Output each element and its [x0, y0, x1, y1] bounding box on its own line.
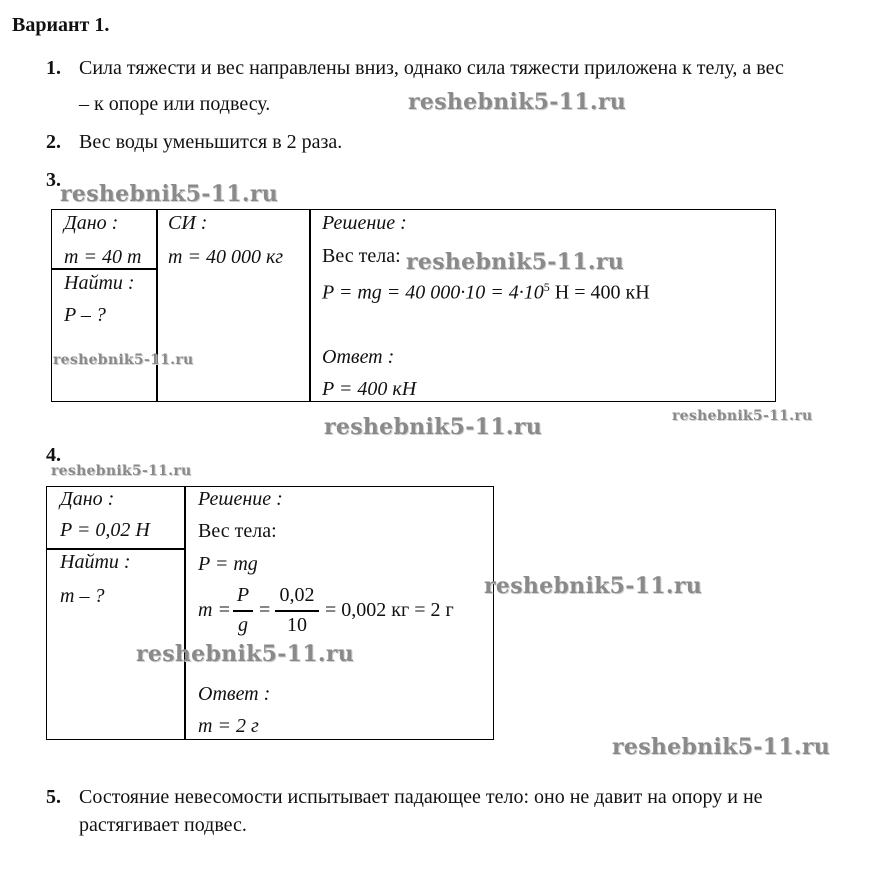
q3-si-value: m = 40 000 кг	[168, 246, 284, 268]
watermark: reshebnik5-11.ru	[324, 414, 543, 440]
q3-formula-exp: 5	[543, 280, 550, 294]
q3-given-label: Дано :	[64, 212, 119, 234]
q3-given-value: m = 40 т	[64, 246, 142, 268]
q4-given-value: P = 0,02 Н	[60, 519, 150, 541]
q4-answer-value: m = 2 г	[198, 715, 259, 737]
variant-title: Вариант 1.	[12, 14, 110, 36]
q5-line2: растягивает подвес.	[79, 814, 247, 836]
watermark: reshebnik5-11.ru	[408, 89, 627, 115]
q1-line1: Сила тяжести и вес направлены вниз, однако сила тяжести приложена к телу, а вес	[79, 57, 784, 79]
watermark: reshebnik5-11.ru	[612, 734, 831, 760]
q3-find-value: P – ?	[64, 304, 106, 326]
q3-number: 3.	[46, 169, 61, 191]
q4-answer-label: Ответ :	[198, 683, 271, 705]
q3-table	[51, 209, 776, 402]
q2-number: 2.	[46, 131, 61, 153]
q3-solution-line1: Вес тела:	[322, 245, 401, 267]
watermark: reshebnik5-11.ru	[672, 408, 813, 424]
watermark: reshebnik5-11.ru	[406, 249, 625, 275]
watermark: reshebnik5-11.ru	[53, 352, 194, 368]
watermark: reshebnik5-11.ru	[484, 573, 703, 599]
q4-formula-lhs: m =	[198, 599, 231, 621]
q2-text: Вес воды уменьшится в 2 раза.	[79, 131, 343, 153]
q4-number: 4.	[46, 444, 61, 466]
watermark: reshebnik5-11.ru	[60, 181, 279, 207]
q3-find-label: Найти :	[64, 272, 135, 294]
q4-solution-line2: P = mg	[198, 553, 258, 575]
q4-frac1-den: g	[238, 614, 248, 636]
q4-frac2-den: 10	[287, 614, 307, 636]
q4-find-value: m – ?	[60, 585, 105, 607]
q4-formula-rhs: = 0,002 кг = 2 г	[325, 599, 454, 621]
q4-given-label: Дано :	[60, 488, 115, 510]
q4-formula-eq: =	[259, 599, 271, 621]
q1-line2: – к опоре или подвесу.	[79, 93, 271, 115]
q3-solution-formula	[322, 280, 650, 305]
q1-number: 1.	[46, 57, 61, 79]
q4-solution-label: Решение :	[198, 488, 283, 510]
q3-si-label: СИ :	[168, 212, 208, 234]
q5-number: 5.	[46, 786, 61, 808]
q3-formula-main: P = mg = 40 000·10 = 4·10	[322, 281, 544, 304]
q4-frac1-num: P	[236, 584, 250, 606]
watermark: reshebnik5-11.ru	[136, 641, 355, 667]
q4-frac2-num: 0,02	[279, 584, 315, 606]
watermark: reshebnik5-11.ru	[51, 463, 192, 479]
q4-solution-line1: Вес тела:	[198, 520, 277, 542]
q3-solution-label: Решение :	[322, 212, 407, 234]
q3-formula-end: Н = 400 кН	[549, 281, 650, 304]
q3-answer-value: P = 400 кН	[322, 378, 417, 400]
q5-line1: Состояние невесомости испытывает падающее тело: оно не давит на опору и не	[79, 786, 763, 808]
q4-frac2-bar	[275, 610, 319, 612]
q4-find-label: Найти :	[60, 551, 131, 573]
q3-answer-label: Ответ :	[322, 346, 395, 368]
q4-frac1-bar	[233, 610, 253, 612]
